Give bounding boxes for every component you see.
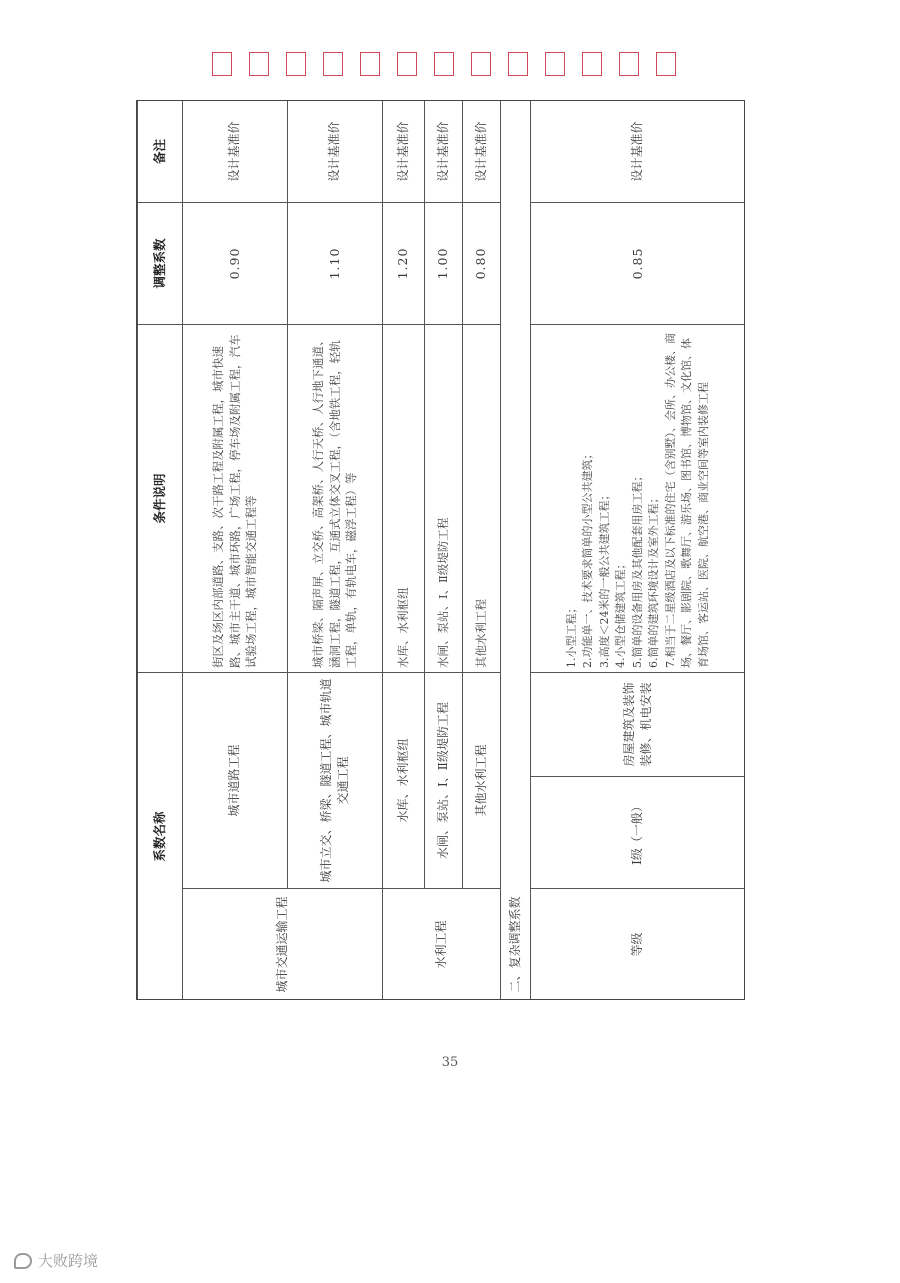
list-item: 5.简单的设备用房及其他配套用房工程； bbox=[630, 470, 644, 668]
list-item: 7.相当于二星级酒店及以下标准的住宅（含别墅）、会所、办公楼、商场、餐厅、影剧院、歌舞厅、游乐场、图书馆、博物馆、文化馆、体育场馆、客运站、医院、航空港、商业空间等室内装修工程 bbox=[663, 333, 710, 668]
stamp-box bbox=[508, 52, 528, 76]
header-coef-name: 系数名称 bbox=[138, 673, 183, 1001]
stamp-box bbox=[619, 52, 639, 76]
list-item: 3.高度＜24米的一般公共建筑工程； bbox=[597, 489, 611, 668]
row-coef-road: 0.90 bbox=[183, 203, 288, 325]
row-coef-sluice: 1.00 bbox=[425, 203, 463, 325]
table-row bbox=[183, 101, 288, 1001]
header-adjust-coef: 调整系数 bbox=[138, 203, 183, 325]
stamp-box bbox=[471, 52, 491, 76]
grade-condition-list bbox=[531, 325, 746, 673]
table-header-row bbox=[138, 101, 183, 1001]
table-row bbox=[288, 101, 383, 1001]
list-item: 6.简单的建筑环境设计及室外工程； bbox=[647, 492, 661, 668]
row-name-sluice: 水闸、泵站、Ⅰ、Ⅱ级堤防工程 bbox=[425, 673, 463, 889]
logo-icon bbox=[14, 1253, 32, 1269]
section-two-title: 二、复杂调整系数 bbox=[501, 673, 531, 1001]
stamp-box bbox=[582, 52, 602, 76]
row-name-reservoir: 水库、水利枢纽 bbox=[383, 673, 425, 889]
stamp-box bbox=[360, 52, 380, 76]
grade-note: 设计基准价 bbox=[531, 101, 746, 203]
row-name-other-water: 其他水利工程 bbox=[463, 673, 501, 889]
watermark bbox=[14, 1250, 98, 1271]
row-name-bridge: 城市立交、桥梁、隧道工程、城市轨道交通工程 bbox=[288, 673, 383, 889]
row-condition-reservoir: 水库、水利枢纽 bbox=[383, 325, 425, 673]
stamp-box bbox=[397, 52, 417, 76]
stamp-box bbox=[323, 52, 343, 76]
grade-type: 房屋建筑及装饰装修、机电安装 bbox=[531, 673, 746, 777]
coefficient-table bbox=[137, 100, 745, 1000]
row-name-road: 城市道路工程 bbox=[183, 673, 288, 889]
table-row bbox=[463, 101, 501, 1001]
section-row bbox=[501, 101, 531, 1001]
row-note-other-water: 设计基准价 bbox=[463, 101, 501, 203]
page-number: 35 bbox=[441, 1055, 459, 1070]
group-city-transport: 城市交通运输工程 bbox=[183, 889, 383, 1001]
list-item: 4.小型仓储建筑工程； bbox=[614, 558, 628, 668]
group-water: 水利工程 bbox=[383, 889, 501, 1001]
row-condition-bridge: 城市桥梁、隔声屏、立交桥、高架桥、人行天桥、人行地下通道、涵洞工程，隧道工程，互通式立体交叉工程，（含地铁工程，轻轨工程，单轨，有轨电车，磁浮工程）等 bbox=[288, 325, 383, 673]
header-condition: 条件说明 bbox=[138, 325, 183, 673]
stamp-box bbox=[545, 52, 565, 76]
table-row bbox=[531, 101, 746, 1001]
stamp-box bbox=[656, 52, 676, 76]
row-condition-sluice: 水闸、泵站、Ⅰ、Ⅱ级堤防工程 bbox=[425, 325, 463, 673]
row-coef-other-water: 0.80 bbox=[463, 203, 501, 325]
grade-coef: 0.85 bbox=[531, 203, 746, 325]
table-row bbox=[425, 101, 463, 1001]
table-page bbox=[136, 100, 745, 1000]
section-blank bbox=[501, 101, 531, 673]
stamp-box bbox=[249, 52, 269, 76]
row-note-road: 设计基准价 bbox=[183, 101, 288, 203]
table-row bbox=[383, 101, 425, 1001]
row-note-reservoir: 设计基准价 bbox=[383, 101, 425, 203]
row-condition-other-water: 其他水利工程 bbox=[463, 325, 501, 673]
rotated-table-container bbox=[137, 101, 745, 1000]
header-note: 备注 bbox=[138, 101, 183, 203]
stamp-row bbox=[212, 52, 676, 76]
row-note-sluice: 设计基准价 bbox=[425, 101, 463, 203]
stamp-box bbox=[212, 52, 232, 76]
stamp-box bbox=[434, 52, 454, 76]
row-coef-bridge: 1.10 bbox=[288, 203, 383, 325]
list-item: 2.功能单一、技术要求简单的小型公共建筑； bbox=[581, 448, 595, 668]
grade-level: Ⅰ级（一般） bbox=[531, 777, 746, 889]
grade-label: 等级 bbox=[531, 889, 746, 1001]
row-coef-reservoir: 1.20 bbox=[383, 203, 425, 325]
stamp-box bbox=[286, 52, 306, 76]
watermark-text: 大败跨境 bbox=[38, 1252, 99, 1270]
row-note-bridge: 设计基准价 bbox=[288, 101, 383, 203]
list-item: 1.小型工程； bbox=[564, 602, 578, 668]
row-condition-road: 街区及场区内部道路、支路、次干路工程及附属工程，城市快速路、城市主干道、城市环路，广场工程，停车场及附属工程，汽车试验场工程，城市智能交通工程等 bbox=[183, 325, 288, 673]
